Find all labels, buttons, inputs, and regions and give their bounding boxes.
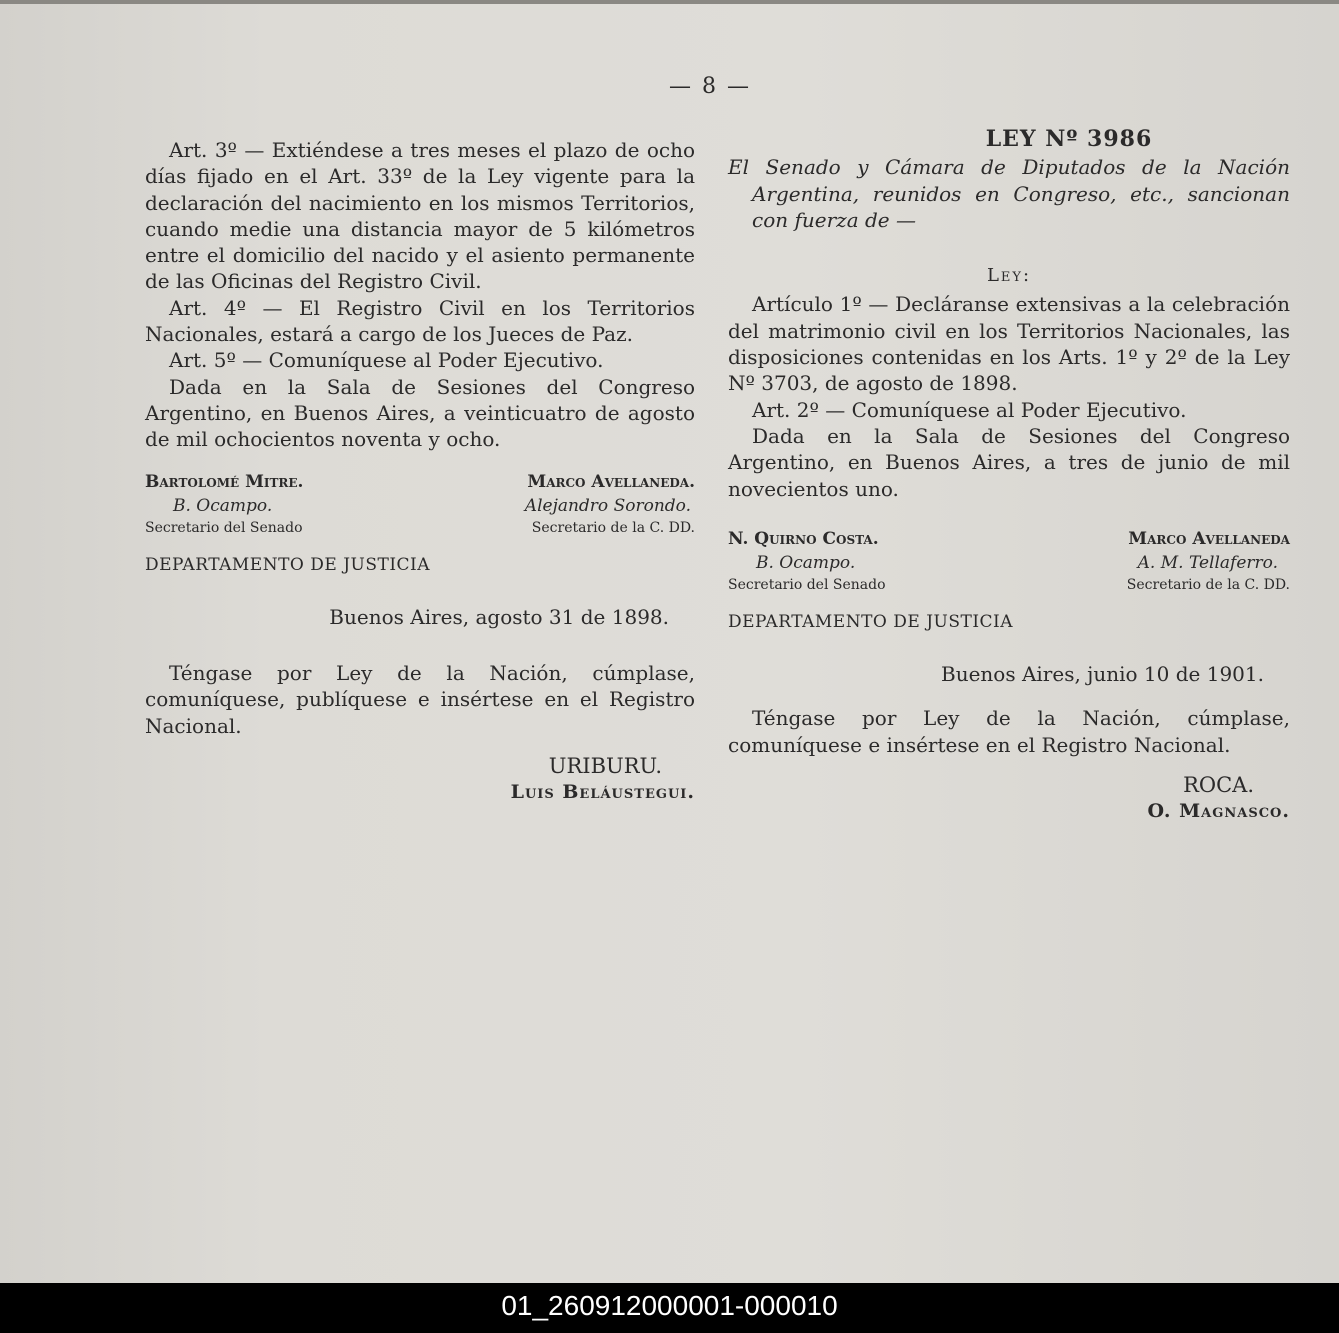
signatory-senate-secretary: B. Ocampo.: [756, 552, 856, 573]
department-heading: DEPARTAMENTO DE JUSTICIA: [145, 554, 431, 575]
signatory-chamber-role: Secretario de la C. DD.: [1126, 576, 1290, 593]
right-column: [728, 126, 1290, 825]
promulgation-signatures: [145, 753, 695, 806]
promulgation-date: Buenos Aires, agosto 31 de 1898.: [329, 604, 669, 629]
president-signature: ROCA.: [1183, 773, 1254, 798]
article-2: Art. 2º — Comuníquese al Poder Ejecutivo.: [752, 397, 1187, 422]
signatory-senate-president: Bartolomé Mitre.: [145, 471, 304, 492]
ley-heading: Ley:: [986, 265, 1032, 287]
article-4: Art. 4º — El Registro Civil en los Territorios Nacionales, estará a cargo de los Jueces de Paz.: [145, 295, 695, 347]
signatory-senate-role: Secretario del Senado: [728, 576, 886, 593]
page-number: — 8 —: [669, 74, 751, 99]
article-5: Art. 5º — Comuníquese al Poder Ejecutivo.: [169, 348, 604, 373]
signatory-chamber-president: Marco Avellaneda.: [527, 471, 695, 492]
decree-text: Téngase por Ley de la Nación, cúmplase, comuníquese, publíquese e insértese en el Registro Nacional.: [145, 661, 695, 738]
article-1: Artículo 1º — Decláranse extensivas a la celebración del matrimonio civil en los Territorios Nacionales, las disposiciones contenidas en los Arts. 1º y 2º de la Ley Nº 3703, de agosto de 1898.: [728, 292, 1290, 396]
law-title: LEY Nº 3986: [985, 126, 1153, 152]
signatory-senate-president: N. Quirno Costa.: [728, 528, 879, 549]
law-preamble: El Senado y Cámara de Diputados de la Nación Argentina, reunidos en Congreso, etc., sancionan con fuerza de —: [728, 155, 1290, 232]
article-3: Art. 3º — Extiéndese a tres meses el plazo de ocho días fijado en el Art. 33º de la Ley vigente para la declaración del nacimiento en los mismos Territorios, cuando medie una distancia mayor de 5 kilómetros entre el domicilio del nacido y el asiento permanente de las Oficinas del Registro Civil.: [145, 138, 695, 294]
scan-id-bar: 01_260912000001-000010: [0, 1283, 1339, 1333]
signatures-block: [145, 471, 695, 538]
signatory-chamber-president: Marco Avellaneda: [1128, 528, 1290, 549]
signatures-block: [728, 528, 1290, 595]
signatory-senate-role: Secretario del Senado: [145, 519, 303, 536]
sanction-text: Dada en la Sala de Sesiones del Congreso Argentino, en Buenos Aires, a veinticuatro de agosto de mil ochocientos noventa y ocho.: [145, 374, 695, 452]
president-signature: URIBURU.: [548, 754, 662, 779]
sanction-text: Dada en la Sala de Sesiones del Congreso Argentino, en Buenos Aires, a tres de junio de mil novecientos uno.: [728, 423, 1290, 501]
promulgation-date: Buenos Aires, junio 10 de 1901.: [941, 662, 1264, 687]
promulgation-signatures: [728, 772, 1290, 825]
page-top-edge: [0, 0, 1339, 4]
signatory-chamber-role: Secretario de la C. DD.: [531, 519, 695, 536]
signatory-senate-secretary: B. Ocampo.: [173, 495, 273, 516]
left-column: [145, 137, 695, 806]
signatory-chamber-secretary: Alejandro Sorondo.: [524, 495, 691, 516]
department-heading: DEPARTAMENTO DE JUSTICIA: [728, 611, 1014, 632]
decree-text: Téngase por Ley de la Nación, cúmplase, comuníquese e insértese en el Registro Nacional.: [728, 706, 1290, 757]
minister-signature: Luis Beláustegui.: [510, 781, 695, 804]
signatory-chamber-secretary: A. M. Tellaferro.: [1137, 552, 1278, 573]
minister-signature: O. Magnasco.: [1147, 800, 1290, 823]
